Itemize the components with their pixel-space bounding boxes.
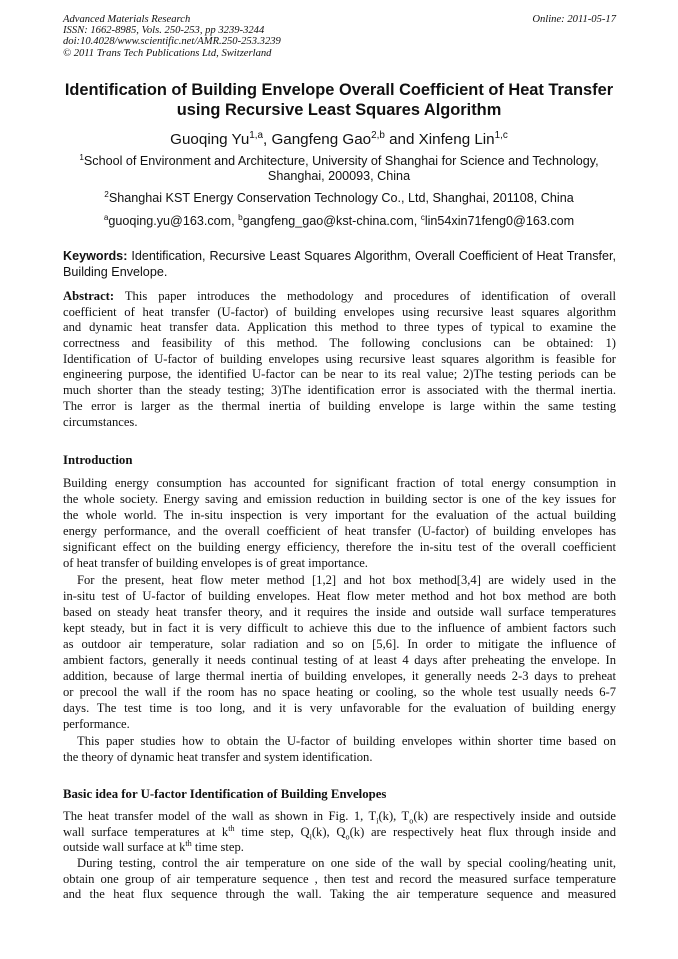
keywords-text: Identification, Recursive Least Squares Algorithm, Overall Coefficient of Heat Transfer, Building Envelope. bbox=[63, 249, 616, 279]
text-line: The heat transfer model of the wall as shown in Fig. 1, $T_i(k)$, $T_o(k)$ are respectively inside and outside bbox=[63, 809, 616, 826]
affiliation-text: Shanghai KST Energy Conservation Technology Co., Ltd, Shanghai, 201108, China bbox=[108, 191, 574, 205]
subscript: o bbox=[345, 832, 350, 842]
text-line: Building energy consumption has accounted for significant fraction of total energy consumption in bbox=[63, 476, 616, 490]
paragraph bbox=[63, 572, 616, 733]
title-line-1: Identification of Building Envelope Overall Coefficient of Heat Transfer bbox=[64, 81, 614, 99]
affiliation-2 bbox=[40, 191, 638, 206]
text-line: in-situ test of U-factor of building envelopes. Heat flow meter method and hot box method are both bbox=[63, 588, 616, 603]
paragraph bbox=[63, 809, 616, 856]
affiliation-text: Shanghai, 200093, China bbox=[267, 169, 411, 183]
affiliation-marker: 2 bbox=[104, 189, 109, 199]
author-emails bbox=[40, 214, 638, 229]
doi: doi:10.4028/www.scientific.net/AMR.250-253.3239 bbox=[63, 36, 281, 48]
text-line: coefficient of heat transfer (U-factor) of building envelopes using recursive least squares algorithm bbox=[63, 304, 616, 319]
text-line: and the heat flux sequence through the wall. Taking the air temperature sequence and measured bbox=[63, 887, 616, 902]
issn: ISSN: 1662-8985, Vols. 250-253, pp 3239-3244 bbox=[63, 25, 265, 37]
text-line: Identification of U-factor of building envelopes using recursive least squares algorithm is feasible for bbox=[63, 351, 616, 366]
supscript: th bbox=[185, 839, 192, 849]
text-line: During testing, control the air temperature on one side of the wall by special cooling/heating unit, bbox=[77, 856, 616, 871]
author-list bbox=[0, 131, 678, 148]
paragraph bbox=[63, 733, 616, 765]
text-line: obtain one group of air temperature sequence , then test and record the measured surface temperature bbox=[63, 871, 616, 886]
text-line: performance. bbox=[63, 717, 130, 732]
author-name: Xinfeng Lin bbox=[418, 131, 495, 148]
text-line: kept steady, but in fact it is very difficult to achieve this due to the influence of ambient factors such bbox=[63, 620, 616, 635]
text-line: engineering purpose, the identified U-factor can be near to its real value; 2)The testing periods can be bbox=[63, 367, 616, 382]
email-link[interactable]: gangfeng_gao@kst-china.com bbox=[242, 214, 414, 228]
text-line: outside wall surface at $k^{th}$ time step. bbox=[63, 839, 244, 855]
journal-header bbox=[63, 14, 616, 59]
text-line: correctness and feasibility of this method. The following conclusions can be obtained: 1) bbox=[63, 336, 616, 351]
subscript: i bbox=[376, 816, 379, 826]
author-affiliation-marker: 1,c bbox=[494, 129, 508, 141]
supscript: th bbox=[228, 823, 235, 833]
text-line: as outdoor air temperature, solar radiation and so on [5,6]. In order to mitigate the influence of bbox=[63, 636, 616, 651]
text-line: circumstances. bbox=[63, 414, 138, 429]
subscript: i bbox=[309, 832, 312, 842]
text-line: days. The test time is too long, and it is very unfavorable for the evaluation of building energy bbox=[63, 701, 616, 716]
author-affiliation-marker: 1,a bbox=[249, 129, 264, 141]
abstract bbox=[63, 289, 616, 430]
text-line: of heat transfer of building envelopes is of great importance. bbox=[63, 556, 368, 571]
text-line: the whole society. Energy saving and emission reduction in building sector is one of the key issues for bbox=[63, 492, 616, 507]
email-link[interactable]: guoqing.yu@163.com bbox=[108, 214, 232, 228]
text-line: This paper studies how to obtain the U-factor of building envelopes within shorter time based on bbox=[77, 733, 616, 748]
section-heading-introduction: Introduction bbox=[63, 453, 133, 467]
affiliation-marker: 1 bbox=[79, 152, 84, 162]
keywords bbox=[63, 248, 616, 280]
text-line: based on steady heat transfer theory, and it requires the inside and outside wall surface temperatures bbox=[63, 604, 616, 619]
text-line: significant effect on the building energy efficiency, therefore the in-situ test of the overall coefficient bbox=[63, 540, 616, 555]
author-separator: and bbox=[384, 131, 419, 148]
paragraph bbox=[63, 289, 616, 430]
text-line: the whole world. The in-situ inspection is very important for the evaluation of the actual building bbox=[63, 508, 616, 523]
text-line: addition, because of large thermal inertia of building envelopes, it generally needs 2-3 days to preheat bbox=[63, 669, 616, 684]
journal-name: Advanced Materials Research bbox=[63, 14, 191, 25]
email-marker: b bbox=[238, 212, 243, 222]
text-line: Abstract: This paper introduces the methodology and procedures of identification of overall bbox=[63, 289, 616, 303]
author-name: Gangfeng Gao bbox=[271, 131, 372, 148]
email-separator: , bbox=[413, 214, 421, 228]
author-separator: , bbox=[263, 131, 272, 148]
author-name: Guoqing Yu bbox=[170, 131, 250, 148]
affiliation-text: School of Environment and Architecture, University of Shanghai for Science and Technology, bbox=[83, 154, 599, 168]
text-line: wall surface temperatures at $k^{th}$ time step, $Q_i(k)$, $Q_o(k)$ are respectively heat flux through inside and bbox=[63, 823, 616, 842]
email-separator: , bbox=[231, 214, 239, 228]
text-line: For the present, heat flow meter method [1,2] and hot box method[3,4] are widely used in the bbox=[77, 572, 616, 587]
author-affiliation-marker: 2,b bbox=[371, 129, 385, 141]
text-line: energy performance, and the overall coefficient of heat transfer (U-factor) of building envelopes has bbox=[63, 524, 616, 539]
affiliation-1 bbox=[40, 154, 638, 184]
subscript: o bbox=[409, 816, 414, 826]
text-line: The error is larger as the thermal inertia of building envelope is large within the same testing bbox=[63, 398, 616, 413]
introduction-body bbox=[63, 475, 616, 765]
inline-label: Abstract: bbox=[63, 289, 115, 303]
title-line-2: using Recursive Least Squares Algorithm bbox=[176, 101, 502, 119]
text-line: or precool the wall if the room has no space heating or cooling, so the whole test usually needs 6-7 bbox=[63, 685, 616, 700]
text-line: much shorter than the steady testing; 3)The identification error is associated with the thermal inertia. bbox=[63, 383, 616, 398]
email-link[interactable]: lin54xin71feng0@163.com bbox=[424, 214, 575, 228]
paragraph bbox=[63, 856, 616, 903]
text-line: and dynamic heat transfer data. Application this method to three types of typical to examine the bbox=[63, 320, 616, 335]
email-marker: c bbox=[420, 212, 425, 222]
section-heading-basic-idea: Basic idea for U-factor Identification of Building Envelopes bbox=[63, 787, 387, 801]
paper-title bbox=[40, 80, 638, 120]
paragraph bbox=[63, 475, 616, 572]
email-marker: a bbox=[103, 212, 109, 222]
basic-idea-body bbox=[63, 809, 616, 903]
keywords-label: Keywords: bbox=[63, 249, 128, 263]
copyright: © 2011 Trans Tech Publications Ltd, Switzerland bbox=[63, 47, 272, 59]
online-date: Online: 2011-05-17 bbox=[532, 14, 616, 25]
text-line: the theory of dynamic heat transfer and system identification. bbox=[63, 749, 373, 764]
text-line: ambient factors, generally it needs continual testing of at least 4 days after preheating the envelope. In bbox=[63, 653, 616, 668]
